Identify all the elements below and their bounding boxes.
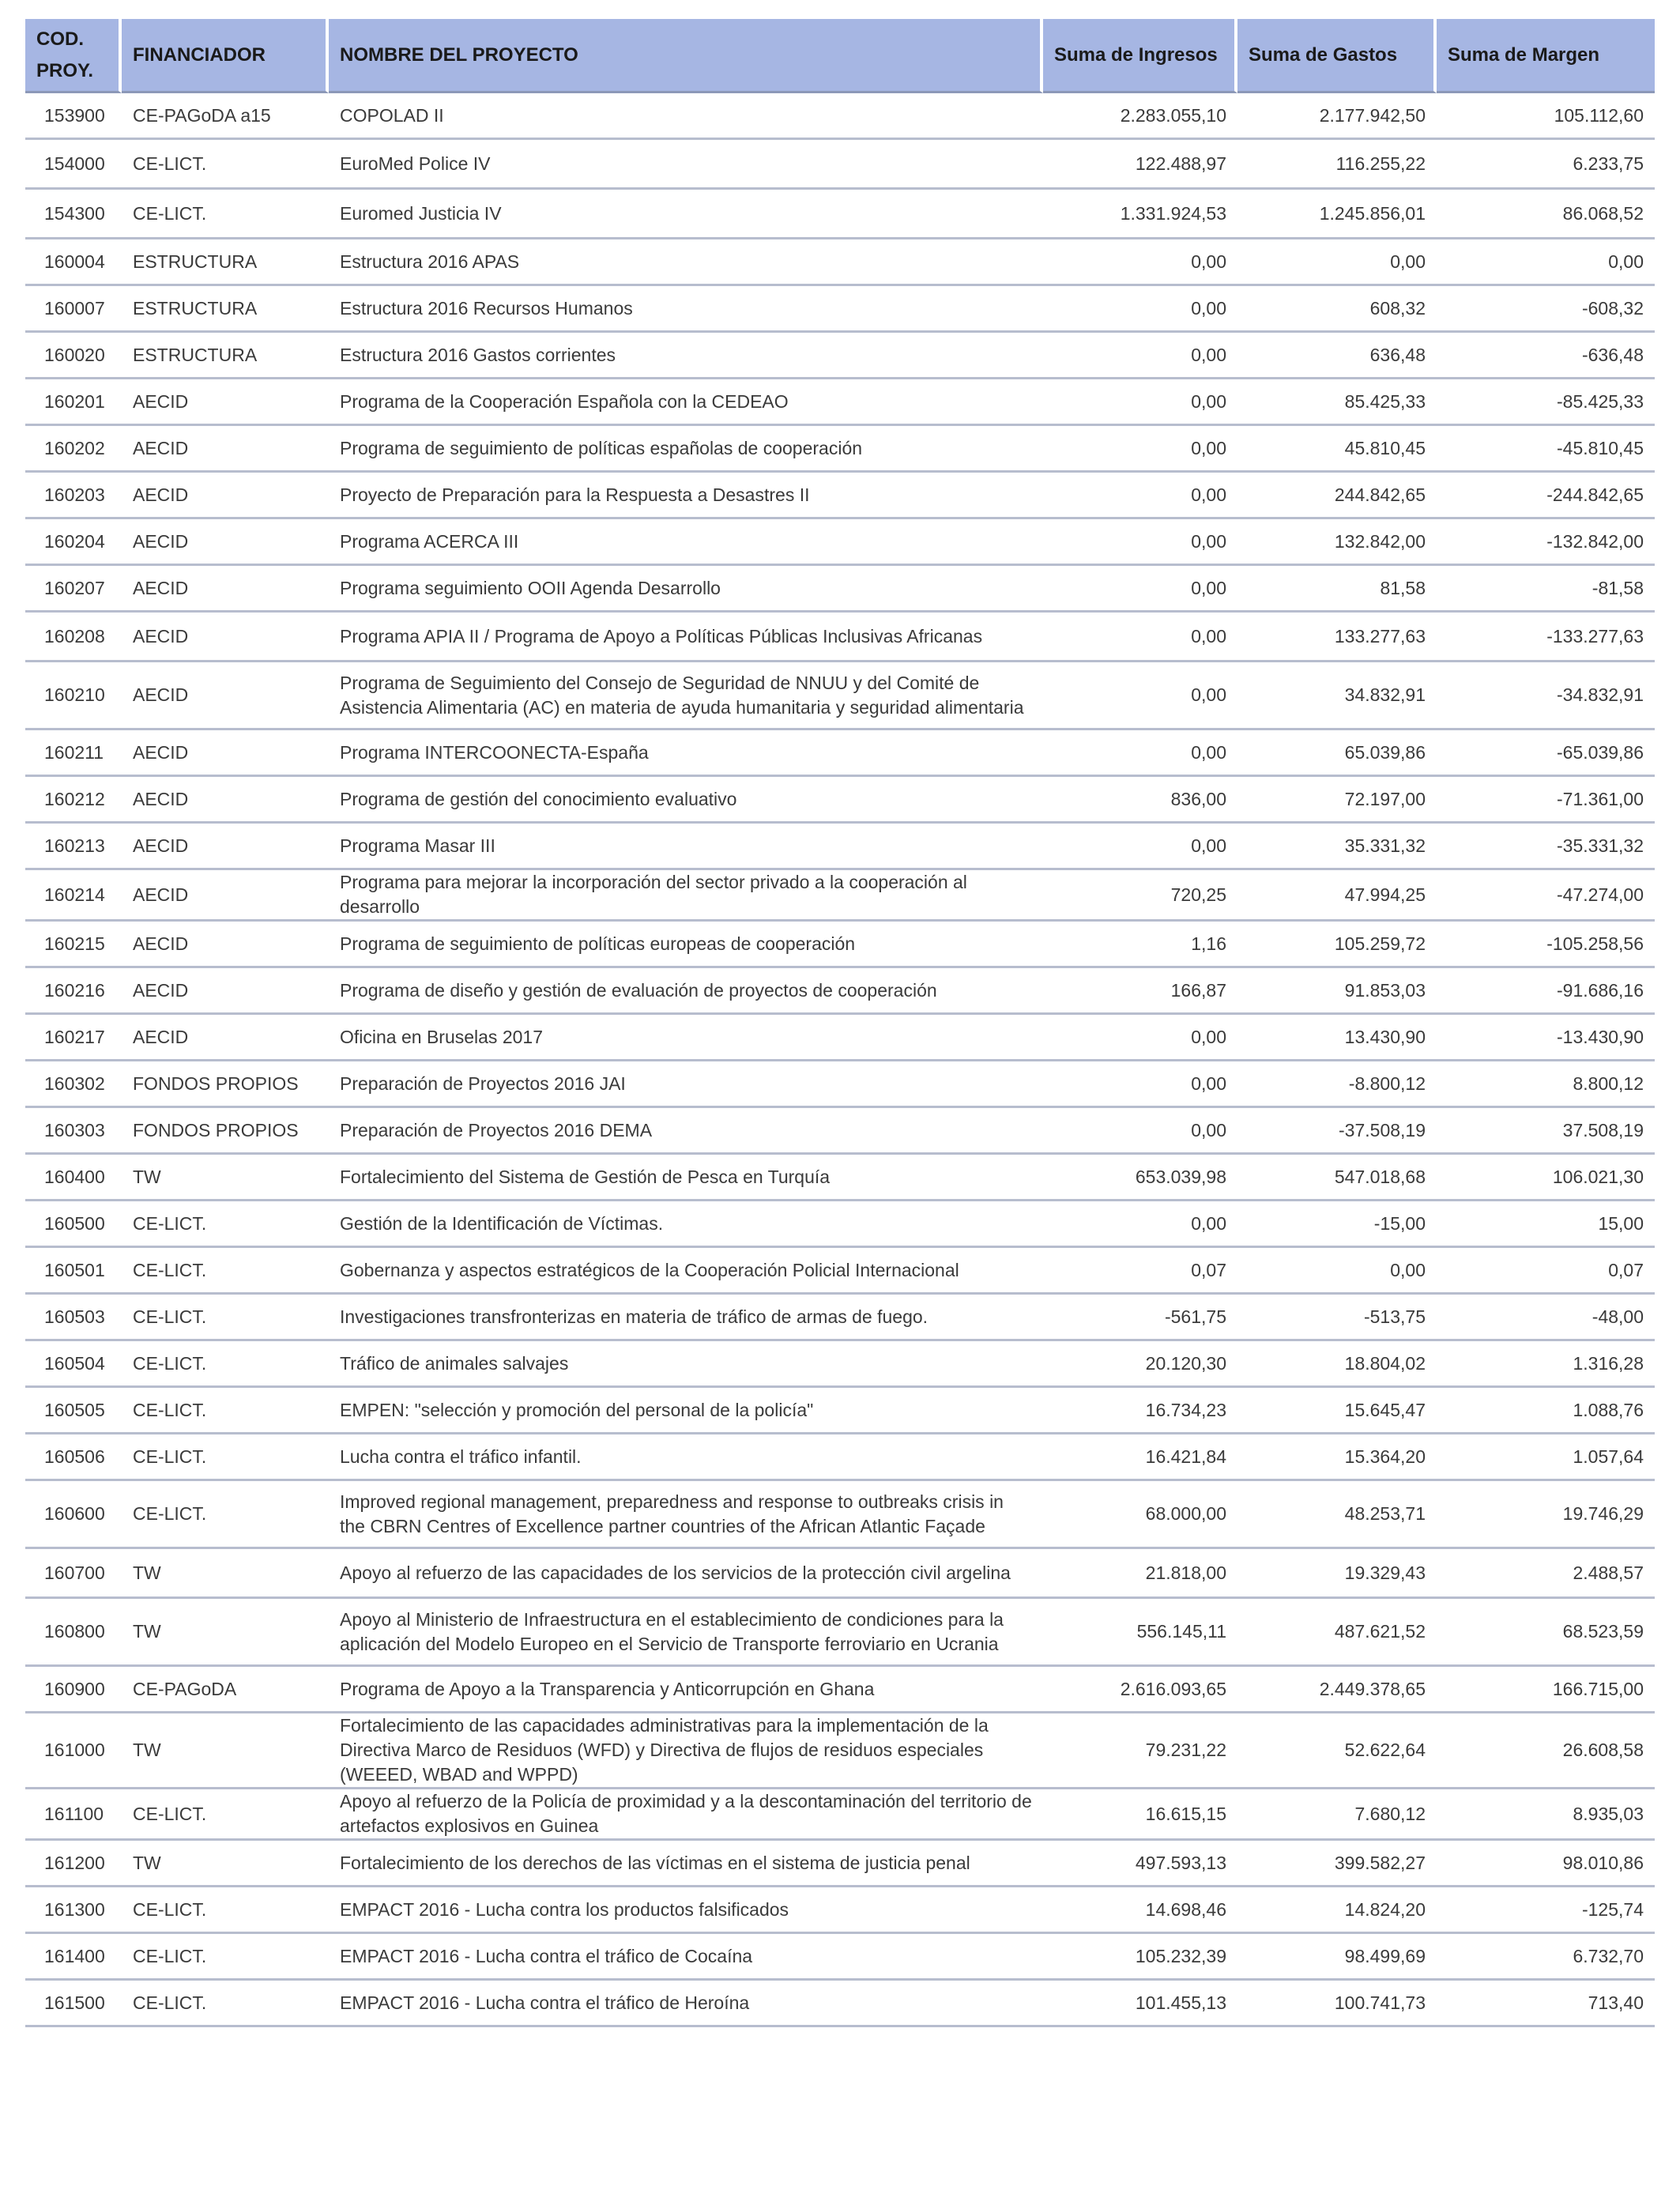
cell-nombre-proyecto: Programa seguimiento OOII Agenda Desarrollo bbox=[329, 566, 1043, 613]
table-row bbox=[25, 286, 1655, 333]
cell-cod-proy: 160020 bbox=[25, 333, 122, 379]
cell-suma-ingresos: 0,00 bbox=[1043, 1015, 1237, 1061]
table-row bbox=[25, 1934, 1655, 1981]
cell-suma-ingresos: 0,00 bbox=[1043, 286, 1237, 333]
cell-suma-margen: -48,00 bbox=[1437, 1295, 1655, 1341]
cell-suma-margen: 2.488,57 bbox=[1437, 1549, 1655, 1599]
cell-nombre-proyecto: Programa de Seguimiento del Consejo de Seguridad de NNUU y del Comité de Asistencia Alimentaria (AC) en materia de ayuda humanitaria y seguridad alimentaria bbox=[329, 662, 1043, 730]
cell-cod-proy: 160501 bbox=[25, 1248, 122, 1295]
table-row bbox=[25, 824, 1655, 870]
cell-cod-proy: 160700 bbox=[25, 1549, 122, 1599]
cell-suma-margen: 37.508,19 bbox=[1437, 1108, 1655, 1155]
cell-suma-ingresos: 0,00 bbox=[1043, 1108, 1237, 1155]
table-row bbox=[25, 566, 1655, 613]
cell-financiador: TW bbox=[122, 1599, 329, 1667]
cell-suma-ingresos: 0,00 bbox=[1043, 473, 1237, 519]
cell-suma-margen: 19.746,29 bbox=[1437, 1481, 1655, 1549]
table-row bbox=[25, 426, 1655, 473]
table-row bbox=[25, 1388, 1655, 1434]
cell-cod-proy: 160302 bbox=[25, 1061, 122, 1108]
cell-suma-gastos: -8.800,12 bbox=[1237, 1061, 1437, 1108]
cell-nombre-proyecto: Apoyo al refuerzo de la Policía de proximidad y a la descontaminación del territorio de artefactos explosivos en Guinea bbox=[329, 1789, 1043, 1841]
cell-suma-gastos: 399.582,27 bbox=[1237, 1841, 1437, 1887]
financial-table-page bbox=[25, 19, 1655, 2027]
table-row bbox=[25, 1061, 1655, 1108]
cell-cod-proy: 161500 bbox=[25, 1981, 122, 2027]
cell-suma-ingresos: 16.421,84 bbox=[1043, 1434, 1237, 1481]
cell-nombre-proyecto: Estructura 2016 APAS bbox=[329, 239, 1043, 286]
cell-suma-ingresos: 0,00 bbox=[1043, 613, 1237, 662]
cell-cod-proy: 161400 bbox=[25, 1934, 122, 1981]
cell-nombre-proyecto: Estructura 2016 Gastos corrientes bbox=[329, 333, 1043, 379]
cell-cod-proy: 160004 bbox=[25, 239, 122, 286]
cell-suma-margen: 8.800,12 bbox=[1437, 1061, 1655, 1108]
cell-financiador: CE-LICT. bbox=[122, 1388, 329, 1434]
cell-suma-ingresos: 653.039,98 bbox=[1043, 1155, 1237, 1201]
cell-cod-proy: 160007 bbox=[25, 286, 122, 333]
table-row bbox=[25, 922, 1655, 968]
cell-nombre-proyecto: Programa de Apoyo a la Transparencia y Anticorrupción en Ghana bbox=[329, 1667, 1043, 1713]
table-row bbox=[25, 1248, 1655, 1295]
table-row bbox=[25, 1108, 1655, 1155]
cell-cod-proy: 160214 bbox=[25, 870, 122, 922]
cell-suma-margen: 6.233,75 bbox=[1437, 140, 1655, 190]
cell-financiador: CE-LICT. bbox=[122, 1481, 329, 1549]
cell-financiador: AECID bbox=[122, 519, 329, 566]
cell-financiador: FONDOS PROPIOS bbox=[122, 1061, 329, 1108]
cell-cod-proy: 160505 bbox=[25, 1388, 122, 1434]
cell-suma-margen: -105.258,56 bbox=[1437, 922, 1655, 968]
cell-financiador: ESTRUCTURA bbox=[122, 333, 329, 379]
cell-suma-gastos: -37.508,19 bbox=[1237, 1108, 1437, 1155]
cell-suma-ingresos: 68.000,00 bbox=[1043, 1481, 1237, 1549]
cell-suma-gastos: 91.853,03 bbox=[1237, 968, 1437, 1015]
cell-nombre-proyecto: Euromed Justicia IV bbox=[329, 190, 1043, 239]
cell-cod-proy: 160500 bbox=[25, 1201, 122, 1248]
cell-financiador: AECID bbox=[122, 566, 329, 613]
cell-cod-proy: 160215 bbox=[25, 922, 122, 968]
table-row bbox=[25, 1841, 1655, 1887]
cell-suma-margen: 105.112,60 bbox=[1437, 93, 1655, 140]
cell-financiador: CE-LICT. bbox=[122, 1248, 329, 1295]
cell-financiador: CE-LICT. bbox=[122, 1434, 329, 1481]
cell-financiador: CE-LICT. bbox=[122, 190, 329, 239]
cell-suma-ingresos: 166,87 bbox=[1043, 968, 1237, 1015]
cell-suma-gastos: 608,32 bbox=[1237, 286, 1437, 333]
cell-suma-margen: -133.277,63 bbox=[1437, 613, 1655, 662]
cell-suma-ingresos: 720,25 bbox=[1043, 870, 1237, 922]
cell-suma-gastos: 19.329,43 bbox=[1237, 1549, 1437, 1599]
cell-nombre-proyecto: Apoyo al Ministerio de Infraestructura en el establecimiento de condiciones para la aplicación del Modelo Europeo en el Servicio de Transporte ferroviario en Ucrania bbox=[329, 1599, 1043, 1667]
cell-suma-ingresos: 16.734,23 bbox=[1043, 1388, 1237, 1434]
cell-financiador: AECID bbox=[122, 379, 329, 426]
table-row bbox=[25, 379, 1655, 426]
cell-suma-gastos: 132.842,00 bbox=[1237, 519, 1437, 566]
cell-suma-gastos: 244.842,65 bbox=[1237, 473, 1437, 519]
cell-nombre-proyecto: Apoyo al refuerzo de las capacidades de los servicios de la protección civil argelina bbox=[329, 1549, 1043, 1599]
cell-financiador: AECID bbox=[122, 662, 329, 730]
table-row bbox=[25, 1549, 1655, 1599]
cell-suma-margen: 166.715,00 bbox=[1437, 1667, 1655, 1713]
table-header-row bbox=[25, 19, 1655, 93]
cell-financiador: AECID bbox=[122, 1015, 329, 1061]
cell-suma-ingresos: 79.231,22 bbox=[1043, 1713, 1237, 1789]
cell-suma-gastos: -513,75 bbox=[1237, 1295, 1437, 1341]
cell-suma-gastos: 100.741,73 bbox=[1237, 1981, 1437, 2027]
cell-suma-ingresos: 836,00 bbox=[1043, 777, 1237, 824]
cell-suma-ingresos: 0,00 bbox=[1043, 239, 1237, 286]
cell-cod-proy: 160202 bbox=[25, 426, 122, 473]
cell-cod-proy: 161200 bbox=[25, 1841, 122, 1887]
cell-nombre-proyecto: Oficina en Bruselas 2017 bbox=[329, 1015, 1043, 1061]
cell-nombre-proyecto: Gestión de la Identificación de Víctimas. bbox=[329, 1201, 1043, 1248]
cell-suma-ingresos: 497.593,13 bbox=[1043, 1841, 1237, 1887]
cell-nombre-proyecto: Improved regional management, preparedness and response to outbreaks crisis in the CBRN Centres of Excellence partner countries of the African Atlantic Façade bbox=[329, 1481, 1043, 1549]
cell-suma-gastos: 116.255,22 bbox=[1237, 140, 1437, 190]
cell-cod-proy: 160210 bbox=[25, 662, 122, 730]
cell-nombre-proyecto: Lucha contra el tráfico infantil. bbox=[329, 1434, 1043, 1481]
table-row bbox=[25, 333, 1655, 379]
cell-suma-margen: 68.523,59 bbox=[1437, 1599, 1655, 1667]
cell-nombre-proyecto: EMPACT 2016 - Lucha contra el tráfico de Heroína bbox=[329, 1981, 1043, 2027]
cell-suma-ingresos: 101.455,13 bbox=[1043, 1981, 1237, 2027]
cell-suma-ingresos: 0,00 bbox=[1043, 426, 1237, 473]
cell-nombre-proyecto: EMPEN: "selección y promoción del personal de la policía" bbox=[329, 1388, 1043, 1434]
table-row bbox=[25, 1295, 1655, 1341]
cell-suma-margen: 0,00 bbox=[1437, 239, 1655, 286]
cell-suma-gastos: 1.245.856,01 bbox=[1237, 190, 1437, 239]
cell-suma-margen: -85.425,33 bbox=[1437, 379, 1655, 426]
cell-suma-ingresos: 0,00 bbox=[1043, 333, 1237, 379]
cell-financiador: CE-LICT. bbox=[122, 1201, 329, 1248]
table-row bbox=[25, 1201, 1655, 1248]
cell-suma-ingresos: 0,00 bbox=[1043, 662, 1237, 730]
cell-suma-ingresos: 2.616.093,65 bbox=[1043, 1667, 1237, 1713]
cell-nombre-proyecto: EMPACT 2016 - Lucha contra el tráfico de Cocaína bbox=[329, 1934, 1043, 1981]
cell-nombre-proyecto: Programa de gestión del conocimiento evaluativo bbox=[329, 777, 1043, 824]
cell-suma-margen: 106.021,30 bbox=[1437, 1155, 1655, 1201]
cell-nombre-proyecto: Programa APIA II / Programa de Apoyo a Políticas Públicas Inclusivas Africanas bbox=[329, 613, 1043, 662]
cell-cod-proy: 160201 bbox=[25, 379, 122, 426]
cell-suma-gastos: 2.449.378,65 bbox=[1237, 1667, 1437, 1713]
cell-financiador: AECID bbox=[122, 968, 329, 1015]
cell-financiador: AECID bbox=[122, 870, 329, 922]
cell-financiador: CE-LICT. bbox=[122, 1887, 329, 1934]
projects-table bbox=[25, 19, 1655, 2027]
cell-nombre-proyecto: Investigaciones transfronterizas en materia de tráfico de armas de fuego. bbox=[329, 1295, 1043, 1341]
cell-nombre-proyecto: Programa de diseño y gestión de evaluación de proyectos de cooperación bbox=[329, 968, 1043, 1015]
cell-financiador: CE-PAGoDA a15 bbox=[122, 93, 329, 140]
cell-financiador: TW bbox=[122, 1549, 329, 1599]
cell-suma-gastos: 13.430,90 bbox=[1237, 1015, 1437, 1061]
cell-cod-proy: 160506 bbox=[25, 1434, 122, 1481]
cell-suma-margen: -608,32 bbox=[1437, 286, 1655, 333]
cell-nombre-proyecto: COPOLAD II bbox=[329, 93, 1043, 140]
cell-cod-proy: 160600 bbox=[25, 1481, 122, 1549]
table-row bbox=[25, 1434, 1655, 1481]
cell-financiador: AECID bbox=[122, 824, 329, 870]
cell-suma-gastos: -15,00 bbox=[1237, 1201, 1437, 1248]
cell-suma-margen: 1.088,76 bbox=[1437, 1388, 1655, 1434]
cell-suma-ingresos: 0,00 bbox=[1043, 824, 1237, 870]
table-row bbox=[25, 239, 1655, 286]
cell-suma-gastos: 14.824,20 bbox=[1237, 1887, 1437, 1934]
cell-suma-gastos: 48.253,71 bbox=[1237, 1481, 1437, 1549]
table-row bbox=[25, 1981, 1655, 2027]
cell-suma-gastos: 133.277,63 bbox=[1237, 613, 1437, 662]
cell-nombre-proyecto: Fortalecimiento de los derechos de las víctimas en el sistema de justicia penal bbox=[329, 1841, 1043, 1887]
cell-suma-ingresos: 1,16 bbox=[1043, 922, 1237, 968]
cell-suma-gastos: 85.425,33 bbox=[1237, 379, 1437, 426]
cell-cod-proy: 161100 bbox=[25, 1789, 122, 1841]
cell-suma-ingresos: 0,00 bbox=[1043, 566, 1237, 613]
table-row bbox=[25, 1713, 1655, 1789]
cell-suma-gastos: 2.177.942,50 bbox=[1237, 93, 1437, 140]
cell-cod-proy: 160504 bbox=[25, 1341, 122, 1388]
cell-suma-ingresos: 14.698,46 bbox=[1043, 1887, 1237, 1934]
cell-suma-ingresos: 556.145,11 bbox=[1043, 1599, 1237, 1667]
cell-suma-margen: 98.010,86 bbox=[1437, 1841, 1655, 1887]
cell-cod-proy: 160203 bbox=[25, 473, 122, 519]
cell-suma-margen: 713,40 bbox=[1437, 1981, 1655, 2027]
cell-suma-margen: -35.331,32 bbox=[1437, 824, 1655, 870]
cell-suma-gastos: 47.994,25 bbox=[1237, 870, 1437, 922]
cell-cod-proy: 160303 bbox=[25, 1108, 122, 1155]
cell-financiador: AECID bbox=[122, 777, 329, 824]
cell-cod-proy: 153900 bbox=[25, 93, 122, 140]
table-row bbox=[25, 140, 1655, 190]
cell-suma-margen: 15,00 bbox=[1437, 1201, 1655, 1248]
cell-cod-proy: 160400 bbox=[25, 1155, 122, 1201]
cell-cod-proy: 160208 bbox=[25, 613, 122, 662]
cell-cod-proy: 160207 bbox=[25, 566, 122, 613]
cell-financiador: AECID bbox=[122, 922, 329, 968]
header-suma-margen: Suma de Margen bbox=[1437, 19, 1655, 93]
table-row bbox=[25, 1155, 1655, 1201]
cell-suma-ingresos: 0,07 bbox=[1043, 1248, 1237, 1295]
cell-nombre-proyecto: Tráfico de animales salvajes bbox=[329, 1341, 1043, 1388]
cell-cod-proy: 160211 bbox=[25, 730, 122, 777]
cell-suma-margen: -91.686,16 bbox=[1437, 968, 1655, 1015]
cell-suma-gastos: 7.680,12 bbox=[1237, 1789, 1437, 1841]
table-row bbox=[25, 1667, 1655, 1713]
cell-suma-gastos: 636,48 bbox=[1237, 333, 1437, 379]
cell-suma-ingresos: 0,00 bbox=[1043, 379, 1237, 426]
cell-nombre-proyecto: Programa Masar III bbox=[329, 824, 1043, 870]
cell-suma-margen: -45.810,45 bbox=[1437, 426, 1655, 473]
cell-suma-margen: -34.832,91 bbox=[1437, 662, 1655, 730]
cell-cod-proy: 160217 bbox=[25, 1015, 122, 1061]
cell-suma-margen: -132.842,00 bbox=[1437, 519, 1655, 566]
cell-nombre-proyecto: Preparación de Proyectos 2016 DEMA bbox=[329, 1108, 1043, 1155]
table-body bbox=[25, 93, 1655, 2027]
cell-suma-gastos: 52.622,64 bbox=[1237, 1713, 1437, 1789]
cell-suma-margen: -244.842,65 bbox=[1437, 473, 1655, 519]
cell-financiador: CE-LICT. bbox=[122, 1789, 329, 1841]
cell-suma-margen: -636,48 bbox=[1437, 333, 1655, 379]
cell-suma-margen: -125,74 bbox=[1437, 1887, 1655, 1934]
cell-cod-proy: 160204 bbox=[25, 519, 122, 566]
cell-nombre-proyecto: Gobernanza y aspectos estratégicos de la Cooperación Policial Internacional bbox=[329, 1248, 1043, 1295]
cell-nombre-proyecto: Estructura 2016 Recursos Humanos bbox=[329, 286, 1043, 333]
cell-suma-margen: 6.732,70 bbox=[1437, 1934, 1655, 1981]
table-row bbox=[25, 1341, 1655, 1388]
header-nombre-proyecto: NOMBRE DEL PROYECTO bbox=[329, 19, 1043, 93]
table-row bbox=[25, 93, 1655, 140]
cell-nombre-proyecto: EuroMed Police IV bbox=[329, 140, 1043, 190]
cell-suma-ingresos: 20.120,30 bbox=[1043, 1341, 1237, 1388]
cell-suma-ingresos: 16.615,15 bbox=[1043, 1789, 1237, 1841]
cell-financiador: CE-LICT. bbox=[122, 1341, 329, 1388]
cell-financiador: CE-LICT. bbox=[122, 1934, 329, 1981]
table-row bbox=[25, 473, 1655, 519]
cell-cod-proy: 160216 bbox=[25, 968, 122, 1015]
cell-suma-gastos: 45.810,45 bbox=[1237, 426, 1437, 473]
cell-financiador: AECID bbox=[122, 473, 329, 519]
cell-suma-gastos: 81,58 bbox=[1237, 566, 1437, 613]
cell-suma-gastos: 34.832,91 bbox=[1237, 662, 1437, 730]
cell-nombre-proyecto: Fortalecimiento de las capacidades administrativas para la implementación de la Directiva Marco de Residuos (WFD) y Directiva de flujos de residuos especiales (WEEED, WBAD and WPPD) bbox=[329, 1713, 1043, 1789]
cell-suma-margen: 1.057,64 bbox=[1437, 1434, 1655, 1481]
cell-suma-gastos: 65.039,86 bbox=[1237, 730, 1437, 777]
table-row bbox=[25, 1599, 1655, 1667]
cell-cod-proy: 160503 bbox=[25, 1295, 122, 1341]
cell-financiador: TW bbox=[122, 1155, 329, 1201]
cell-nombre-proyecto: Programa INTERCOONECTA-España bbox=[329, 730, 1043, 777]
cell-suma-margen: 26.608,58 bbox=[1437, 1713, 1655, 1789]
cell-suma-gastos: 35.331,32 bbox=[1237, 824, 1437, 870]
cell-cod-proy: 154000 bbox=[25, 140, 122, 190]
cell-financiador: AECID bbox=[122, 730, 329, 777]
cell-cod-proy: 160213 bbox=[25, 824, 122, 870]
cell-suma-margen: 1.316,28 bbox=[1437, 1341, 1655, 1388]
cell-suma-ingresos: 1.331.924,53 bbox=[1043, 190, 1237, 239]
table-row bbox=[25, 730, 1655, 777]
cell-suma-margen: -81,58 bbox=[1437, 566, 1655, 613]
cell-financiador: ESTRUCTURA bbox=[122, 239, 329, 286]
cell-suma-margen: -65.039,86 bbox=[1437, 730, 1655, 777]
cell-financiador: CE-LICT. bbox=[122, 140, 329, 190]
cell-suma-gastos: 0,00 bbox=[1237, 1248, 1437, 1295]
cell-suma-margen: 0,07 bbox=[1437, 1248, 1655, 1295]
cell-suma-gastos: 18.804,02 bbox=[1237, 1341, 1437, 1388]
table-row bbox=[25, 870, 1655, 922]
cell-suma-ingresos: 21.818,00 bbox=[1043, 1549, 1237, 1599]
cell-nombre-proyecto: Programa para mejorar la incorporación del sector privado a la cooperación al desarrollo bbox=[329, 870, 1043, 922]
cell-financiador: ESTRUCTURA bbox=[122, 286, 329, 333]
table-row bbox=[25, 968, 1655, 1015]
cell-cod-proy: 161000 bbox=[25, 1713, 122, 1789]
cell-financiador: CE-PAGoDA bbox=[122, 1667, 329, 1713]
cell-suma-ingresos: 2.283.055,10 bbox=[1043, 93, 1237, 140]
cell-suma-gastos: 105.259,72 bbox=[1237, 922, 1437, 968]
cell-cod-proy: 160800 bbox=[25, 1599, 122, 1667]
cell-suma-gastos: 15.645,47 bbox=[1237, 1388, 1437, 1434]
cell-cod-proy: 160212 bbox=[25, 777, 122, 824]
table-row bbox=[25, 1481, 1655, 1549]
cell-suma-ingresos: 122.488,97 bbox=[1043, 140, 1237, 190]
header-cod-proy: COD. PROY. bbox=[25, 19, 122, 93]
cell-nombre-proyecto: Programa de la Cooperación Española con la CEDEAO bbox=[329, 379, 1043, 426]
cell-financiador: AECID bbox=[122, 613, 329, 662]
cell-suma-ingresos: 0,00 bbox=[1043, 1061, 1237, 1108]
cell-suma-ingresos: 105.232,39 bbox=[1043, 1934, 1237, 1981]
cell-suma-margen: 86.068,52 bbox=[1437, 190, 1655, 239]
table-row bbox=[25, 613, 1655, 662]
cell-financiador: CE-LICT. bbox=[122, 1981, 329, 2027]
table-row bbox=[25, 519, 1655, 566]
header-financiador: FINANCIADOR bbox=[122, 19, 329, 93]
header-suma-gastos: Suma de Gastos bbox=[1237, 19, 1437, 93]
table-row bbox=[25, 190, 1655, 239]
cell-suma-gastos: 487.621,52 bbox=[1237, 1599, 1437, 1667]
cell-cod-proy: 161300 bbox=[25, 1887, 122, 1934]
cell-nombre-proyecto: Preparación de Proyectos 2016 JAI bbox=[329, 1061, 1043, 1108]
cell-financiador: TW bbox=[122, 1841, 329, 1887]
cell-suma-ingresos: 0,00 bbox=[1043, 519, 1237, 566]
cell-nombre-proyecto: Programa ACERCA III bbox=[329, 519, 1043, 566]
cell-cod-proy: 154300 bbox=[25, 190, 122, 239]
cell-nombre-proyecto: EMPACT 2016 - Lucha contra los productos falsificados bbox=[329, 1887, 1043, 1934]
cell-cod-proy: 160900 bbox=[25, 1667, 122, 1713]
table-row bbox=[25, 1789, 1655, 1841]
cell-suma-gastos: 0,00 bbox=[1237, 239, 1437, 286]
cell-suma-margen: -71.361,00 bbox=[1437, 777, 1655, 824]
cell-suma-margen: -13.430,90 bbox=[1437, 1015, 1655, 1061]
table-row bbox=[25, 777, 1655, 824]
table-row bbox=[25, 662, 1655, 730]
cell-suma-margen: -47.274,00 bbox=[1437, 870, 1655, 922]
cell-suma-gastos: 72.197,00 bbox=[1237, 777, 1437, 824]
cell-financiador: TW bbox=[122, 1713, 329, 1789]
cell-financiador: AECID bbox=[122, 426, 329, 473]
cell-nombre-proyecto: Proyecto de Preparación para la Respuesta a Desastres II bbox=[329, 473, 1043, 519]
cell-nombre-proyecto: Fortalecimiento del Sistema de Gestión de Pesca en Turquía bbox=[329, 1155, 1043, 1201]
cell-suma-gastos: 547.018,68 bbox=[1237, 1155, 1437, 1201]
cell-suma-ingresos: -561,75 bbox=[1043, 1295, 1237, 1341]
cell-nombre-proyecto: Programa de seguimiento de políticas españolas de cooperación bbox=[329, 426, 1043, 473]
cell-suma-gastos: 15.364,20 bbox=[1237, 1434, 1437, 1481]
table-row bbox=[25, 1015, 1655, 1061]
cell-suma-ingresos: 0,00 bbox=[1043, 730, 1237, 777]
cell-suma-ingresos: 0,00 bbox=[1043, 1201, 1237, 1248]
header-suma-ingresos: Suma de Ingresos bbox=[1043, 19, 1237, 93]
cell-financiador: CE-LICT. bbox=[122, 1295, 329, 1341]
cell-financiador: FONDOS PROPIOS bbox=[122, 1108, 329, 1155]
cell-suma-margen: 8.935,03 bbox=[1437, 1789, 1655, 1841]
table-row bbox=[25, 1887, 1655, 1934]
cell-nombre-proyecto: Programa de seguimiento de políticas europeas de cooperación bbox=[329, 922, 1043, 968]
cell-suma-gastos: 98.499,69 bbox=[1237, 1934, 1437, 1981]
